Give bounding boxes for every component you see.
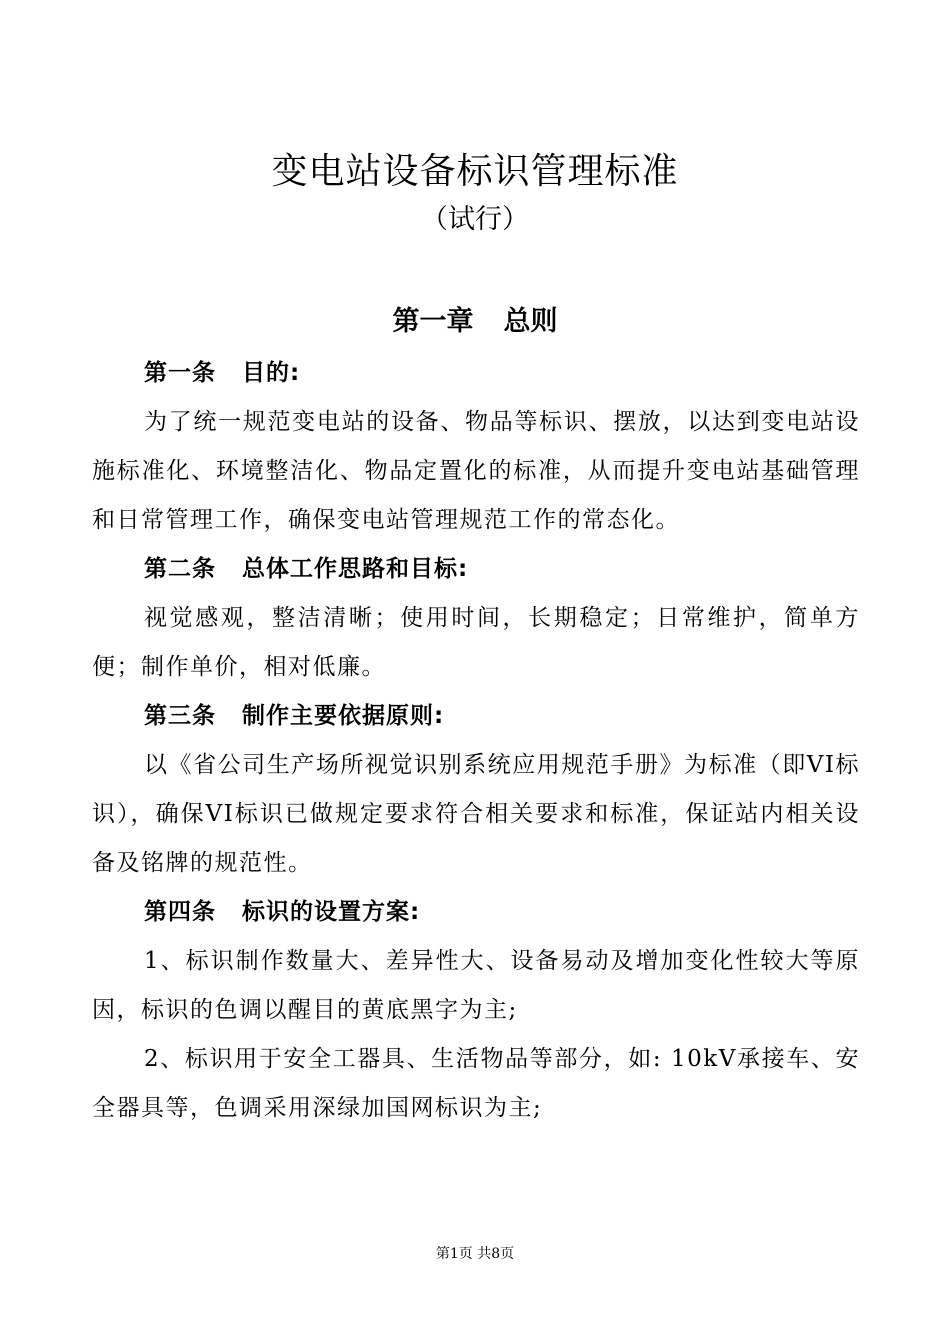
article-3 xyxy=(92,692,860,888)
chapter-number: 第一章 xyxy=(392,306,474,337)
article-title: 总体工作思路和目标: xyxy=(242,556,469,582)
article-title: 标识的设置方案: xyxy=(242,899,421,925)
document-subtitle: （试行） xyxy=(421,204,529,235)
article-number: 第二条 xyxy=(144,556,216,582)
article-1 xyxy=(92,349,860,545)
article-title: 目的: xyxy=(242,360,301,386)
chapter-heading xyxy=(0,300,950,344)
article-number: 第四条 xyxy=(144,899,216,925)
article-2 xyxy=(92,545,860,692)
article-paragraph: 为了统一规范变电站的设备、物品等标识、摆放，以达到变电站设施标准化、环境整洁化、物品定置化的标准，从而提升变电站基础管理和日常管理工作，确保变电站管理规范工作的常态化。 xyxy=(92,409,860,533)
chapter-name: 总则 xyxy=(503,306,558,337)
article-heading xyxy=(92,545,860,594)
page-footer: 第1页 共8页 xyxy=(435,1246,515,1262)
document-body xyxy=(92,349,860,1133)
article-number: 第三条 xyxy=(144,703,216,729)
article-title: 制作主要依据原则: xyxy=(242,703,445,729)
article-paragraph: 2、标识用于安全工器具、生活物品等部分，如: 10kV承接车、安全器具等，色调采用深绿加国网标识为主; xyxy=(92,1046,860,1121)
article-paragraph: 以《省公司生产场所视觉识别系统应用规范手册》为标准（即VI标识），确保VI标识已做规定要求符合相关要求和标准，保证站内相关设备及铭牌的规范性。 xyxy=(92,752,860,876)
article-4 xyxy=(92,888,860,1133)
document-title: 变电站设备标识管理标准 xyxy=(271,151,679,192)
article-paragraph: 1、标识制作数量大、差异性大、设备易动及增加变化性较大等原因，标识的色调以醒目的黄底黑字为主; xyxy=(92,948,860,1023)
article-heading xyxy=(92,349,860,398)
article-number: 第一条 xyxy=(144,360,216,386)
article-heading xyxy=(92,888,860,937)
article-paragraph: 视觉感观，整洁清晰；使用时间，长期稳定；日常维护，简单方便；制作单价，相对低廉。 xyxy=(92,605,860,680)
article-heading xyxy=(92,692,860,741)
